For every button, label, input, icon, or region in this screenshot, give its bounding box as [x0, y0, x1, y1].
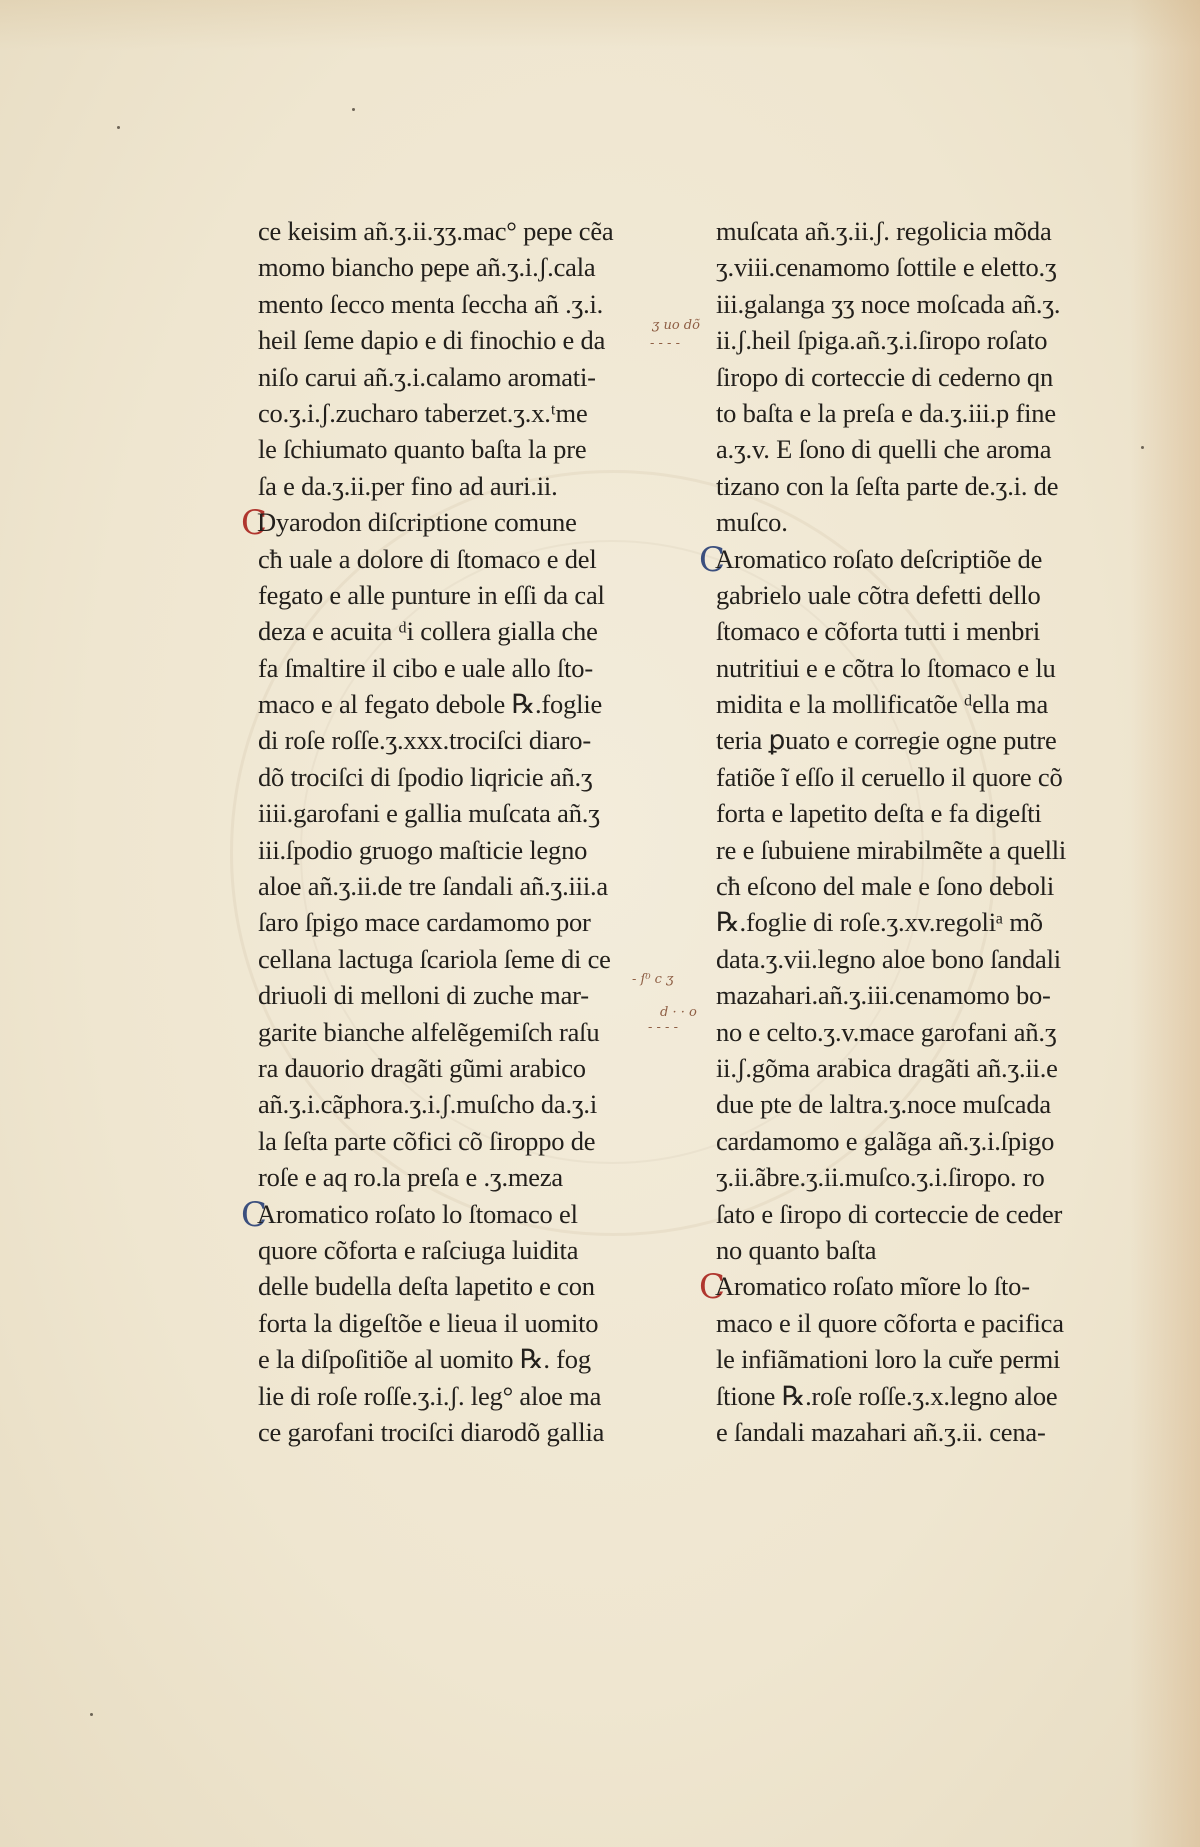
text-line — [716, 650, 1116, 686]
line-text: fegato e alle punture in eſſi da cal — [258, 579, 605, 610]
text-line — [258, 541, 658, 577]
line-text: maco e il quore cõforta e pacifica — [716, 1307, 1064, 1338]
line-text: to baſta e la preſa e da.ʒ.iii.p fine — [716, 397, 1056, 428]
line-text: roſe e aq ro.la preſa e .ʒ.meza — [258, 1162, 563, 1193]
line-text: teria ꝑuato e corregie ogne putre — [716, 725, 1057, 756]
line-text: le infiãmationi loro la cuře permi — [716, 1344, 1061, 1375]
text-line — [258, 1268, 658, 1304]
line-text: driuoli di melloni di zuche mar- — [258, 980, 589, 1011]
rubric-capitulum: C — [699, 539, 725, 580]
text-line — [258, 1232, 658, 1268]
text-line — [716, 1050, 1116, 1086]
rubric-capitulum: C — [241, 503, 267, 544]
line-text: niſo carui añ.ʒ.i.calamo aromati- — [258, 361, 596, 392]
text-line — [241, 1194, 658, 1235]
line-text: ſaro ſpigo mace cardamomo por — [258, 907, 591, 938]
line-text: muſco. — [716, 507, 788, 538]
text-line — [258, 759, 658, 795]
line-text: tizano con la ſeſta parte de.ʒ.i. de — [716, 470, 1059, 501]
marginal-note: - - - - — [648, 1020, 678, 1035]
text-line — [716, 941, 1116, 977]
line-text: ii.ʃ.heil ſpiga.añ.ʒ.i.ſiropo roſato — [716, 325, 1048, 356]
text-line — [716, 1378, 1116, 1414]
line-text: muſcata añ.ʒ.ii.ʃ. regolicia mõda — [716, 216, 1052, 246]
text-line — [716, 1232, 1116, 1268]
text-line — [716, 468, 1116, 504]
paper-speck — [352, 108, 355, 111]
text-line — [258, 1086, 658, 1122]
marginal-note: ʒ uo dõ — [652, 318, 700, 333]
line-text: momo biancho pepe añ.ʒ.i.ʃ.cala — [258, 252, 596, 283]
line-text: nutritiui e e cõtra lo ſtomaco e lu — [716, 652, 1056, 683]
line-text: le ſchiumato quanto baſta la pre — [258, 434, 587, 465]
text-line — [258, 1014, 658, 1050]
text-line — [258, 1305, 658, 1341]
text-line — [258, 249, 658, 285]
line-text: no quanto baſta — [716, 1234, 877, 1265]
line-text: di roſe roſſe.ʒ.xxx.trociſci diaro- — [258, 725, 591, 756]
text-line — [716, 213, 1116, 249]
text-line — [716, 686, 1116, 722]
text-line — [716, 395, 1116, 431]
line-text: deza e acuita ᵈi collera gialla che — [258, 616, 598, 647]
text-line — [258, 395, 658, 431]
line-text: añ.ʒ.i.cãphora.ʒ.i.ʃ.muſcho da.ʒ.i — [258, 1089, 598, 1120]
text-line — [258, 941, 658, 977]
line-text: Dyarodon diſcriptione comune — [257, 507, 577, 538]
text-line — [258, 795, 658, 831]
paper-speck — [90, 1713, 93, 1716]
line-text: ii.ʃ.gõma arabica dragãti añ.ʒ.ii.e — [716, 1052, 1058, 1083]
text-line — [258, 832, 658, 868]
text-line — [716, 504, 1116, 540]
text-line — [699, 1267, 1116, 1308]
text-line — [258, 1159, 658, 1195]
text-line — [258, 977, 658, 1013]
text-line — [716, 359, 1116, 395]
text-line — [258, 650, 658, 686]
text-line — [716, 977, 1116, 1013]
text-line — [258, 577, 658, 613]
text-line — [716, 759, 1116, 795]
text-line — [258, 686, 658, 722]
line-text: Aromatico roſato lo ſtomaco el — [257, 1198, 578, 1229]
line-text: fa ſmaltire il cibo e uale allo ſto- — [258, 652, 593, 683]
rubric-capitulum: C — [699, 1267, 725, 1308]
line-text: gabrielo uale cõtra defetti dello — [716, 579, 1041, 610]
line-text: iii.galanga ʒʒ noce moſcada añ.ʒ. — [716, 288, 1061, 319]
line-text: heil ſeme dapio e di finochio e da — [258, 325, 606, 356]
marginal-note: - ſ⁰ c ʒ — [632, 972, 674, 987]
line-text: aloe añ.ʒ.ii.de tre ſandali añ.ʒ.iii.a — [258, 871, 608, 902]
paper-top-stain — [0, 0, 1200, 50]
marginal-note: d · · o — [660, 1005, 697, 1020]
text-line — [258, 1378, 658, 1414]
line-text: mento ſecco menta ſeccha añ .ʒ.i. — [258, 288, 604, 319]
line-text: ʒ.ii.ãbre.ʒ.ii.muſco.ʒ.i.ſiropo. ro — [716, 1162, 1045, 1193]
text-line — [258, 359, 658, 395]
text-line — [258, 213, 658, 249]
rubric-capitulum: C — [241, 1194, 267, 1235]
line-text: ce garofani trociſci diarodõ gallia — [258, 1416, 605, 1447]
line-text: iiii.garofani e gallia muſcata añ.ʒ — [258, 798, 600, 829]
text-line — [258, 468, 658, 504]
text-line — [716, 1414, 1116, 1450]
line-text: forta e lapetito deſta e fa digeſti — [716, 798, 1042, 829]
text-line — [258, 1123, 658, 1159]
text-line — [716, 1014, 1116, 1050]
line-text: ʒ.viii.cenamomo ſottile e eletto.ʒ — [716, 252, 1057, 283]
line-text: fatiõe ĩ eſſo il ceruello il quore cõ — [716, 761, 1063, 792]
line-text: due pte de laltra.ʒ.noce muſcada — [716, 1089, 1051, 1120]
text-line — [716, 431, 1116, 467]
line-text: maco e al fegato debole ℞.foglie — [258, 689, 603, 720]
line-text: cħ eſcono del male e ſono deboli — [716, 871, 1054, 902]
line-text: no e celto.ʒ.v.mace garofani añ.ʒ — [716, 1016, 1057, 1047]
text-line — [716, 613, 1116, 649]
text-line — [258, 1341, 658, 1377]
text-line — [241, 503, 658, 544]
text-line — [716, 1123, 1116, 1159]
paper-speck — [117, 126, 120, 129]
line-text: lie di roſe roſſe.ʒ.i.ʃ. leg° aloe ma — [258, 1380, 602, 1411]
line-text: ra dauorio dragãti gũmi arabico — [258, 1052, 586, 1083]
line-text: ſiropo di corteccie di cederno qn — [716, 361, 1054, 392]
paper-edge-stain — [1130, 0, 1200, 1847]
line-text: iii.ſpodio gruogo maſticie legno — [258, 834, 588, 865]
text-line — [258, 322, 658, 358]
text-line — [716, 868, 1116, 904]
line-text: ſa e da.ʒ.ii.per fino ad auri.ii. — [258, 470, 558, 501]
line-text: garite bianche alfelẽgemiſch raſu — [258, 1016, 600, 1047]
text-line — [716, 722, 1116, 758]
line-text: ſtomaco e cõforta tutti i menbri — [716, 616, 1041, 647]
line-text: cħ uale a dolore di ſtomaco e del — [258, 543, 597, 574]
line-text: dõ trociſci di ſpodio liqricie añ.ʒ — [258, 761, 593, 792]
line-text: quore cõforta e raſciuga luidita — [258, 1234, 579, 1265]
text-line — [258, 868, 658, 904]
line-text: e la diſpoſitiõe al uomito ℞. fog — [258, 1344, 591, 1375]
line-text: cellana lactuga ſcariola ſeme di ce — [258, 943, 611, 974]
line-text: e ſandali mazahari añ.ʒ.ii. cena- — [716, 1416, 1046, 1447]
text-line — [258, 286, 658, 322]
line-text: ℞.foglie di roſe.ʒ.xv.regoliᵃ mõ — [716, 907, 1043, 938]
marginal-note: - - - - — [650, 336, 680, 351]
text-line — [716, 577, 1116, 613]
line-text: midita e la mollificatõe ᵈella ma — [716, 689, 1049, 720]
line-text: ſato e ſiropo di corteccie de ceder — [716, 1198, 1063, 1229]
text-line — [716, 322, 1116, 358]
text-line — [716, 832, 1116, 868]
line-text: re e ſubuiene mirabilmẽte a quelli — [716, 834, 1067, 865]
text-line — [716, 904, 1116, 940]
line-text: data.ʒ.vii.legno aloe bono ſandali — [716, 943, 1061, 974]
line-text: la ſeſta parte cõfici cõ ſiroppo de — [258, 1125, 596, 1156]
line-text: co.ʒ.i.ʃ.zucharo taberzet.ʒ.x.ᵗme — [258, 397, 588, 428]
text-line — [716, 1341, 1116, 1377]
text-line — [258, 1050, 658, 1086]
text-line — [716, 249, 1116, 285]
line-text: forta la digeſtõe e lieua il uomito — [258, 1307, 599, 1338]
line-text: ce keisim añ.ʒ.ii.ʒʒ.mac° pepe cẽa — [258, 216, 614, 246]
line-text: a.ʒ.v. E ſono di quelli che aroma — [716, 434, 1052, 465]
text-line — [716, 1159, 1116, 1195]
line-text: delle budella deſta lapetito e con — [258, 1271, 595, 1302]
text-line — [258, 904, 658, 940]
text-line — [258, 1414, 658, 1450]
text-column-left — [241, 213, 658, 1450]
line-text: ſtione ℞.roſe roſſe.ʒ.x.legno aloe — [716, 1380, 1058, 1411]
text-line — [716, 795, 1116, 831]
text-line — [716, 1086, 1116, 1122]
line-text: Aromatico roſato mĩore lo ſto- — [715, 1271, 1030, 1302]
line-text: mazahari.añ.ʒ.iii.cenamomo bo- — [716, 980, 1051, 1011]
text-line — [716, 1196, 1116, 1232]
text-line — [258, 722, 658, 758]
text-column-right — [699, 213, 1116, 1450]
text-line — [258, 613, 658, 649]
line-text: cardamomo e galãga añ.ʒ.i.ſpigo — [716, 1125, 1055, 1156]
text-line — [258, 431, 658, 467]
text-line — [699, 539, 1116, 580]
text-line — [716, 286, 1116, 322]
line-text: Aromatico roſato deſcriptiõe de — [715, 543, 1043, 574]
text-line — [716, 1305, 1116, 1341]
paper-speck — [1141, 446, 1144, 449]
